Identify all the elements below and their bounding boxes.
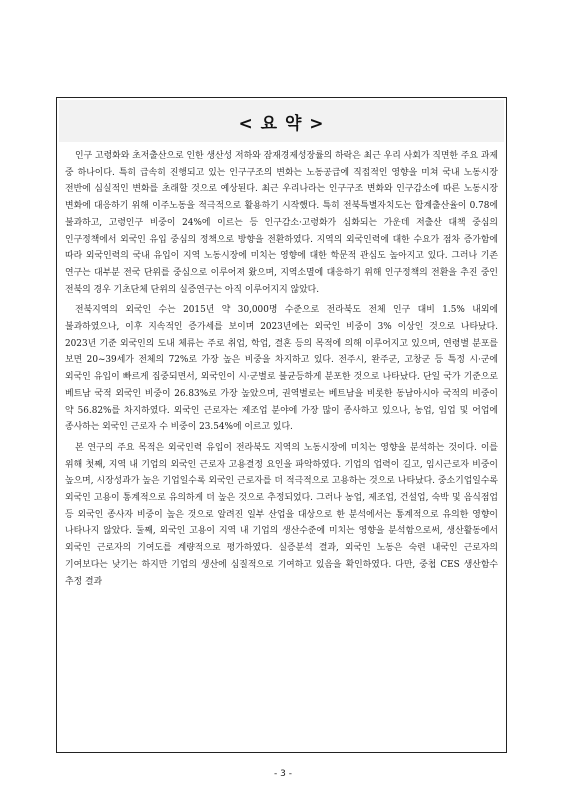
summary-paragraph-2: 전북지역의 외국인 수는 2015년 약 30,000명 수준으로 전라북도 전체 인구 대비 1.5% 내외에 불과하였으나, 이후 지속적인 증가세를 보이며 2023년에는 외국인 비중이 3% 이상인 것으로 나타났다. 2023년 기준 외국인의 도내 체류는 주로 취업, 학업, 결혼 등의 목적에 의해 이루어지고 있으며, 연령별 분포를 보면 20~39세가 전체의 72%로 가장 높은 비중을 차지하고 있다. 전주시, 완주군, 고창군 등 특정 시·군에 외국인 유입이 빠르게 집중되면서, 외국인이 시·군별로 불균등하게 분포한 것으로 나타났다. 단일 국가 기준으로 베트남 국적 외국인 비중이 26.83%로 가장 높았으며, 권역별로는 베트남을 비롯한 동남아시아 국적의 비중이 약 56.82%를 차지하였다. 외국인 근로자는 제조업 분야에 가장 많이 종사하고 있으나, 농업, 임업 및 어업에 종사하는 외국인 근로자 수 비중이 23.54%에 이르고 있다.	[65, 305, 498, 433]
summary-paragraph-3: 본 연구의 주요 목적은 외국인력 유입이 전라북도 지역의 노동시장에 미치는 영향을 분석하는 것이다. 이를 위해 첫째, 지역 내 기업의 외국인 근로자 고용결정 요인을 파악하였다. 기업의 업력이 길고, 임시근로자 비중이 높으며, 시장성과가 높은 기업일수록 외국인 근로자를 더 적극적으로 고용하는 것으로 나타났다. 중소기업일수록 외국인 고용이 통계적으로 유의하게 더 높은 것으로 추정되었다. 그러나 농업, 제조업, 건설업, 숙박 및 음식점업 등 외국인 종사자 비중이 높은 것으로 알려진 일부 산업을 대상으로 한 분석에서는 통계적으로 유의한 영향이 나타나지 않았다. 둘째, 외국인 고용이 지역 내 기업의 생산수준에 미치는 영향을 분석함으로써, 생산활동에서 외국인 근로자의 기여도를 계량적으로 평가하였다. 실증분석 결과, 외국인 노동은 숙련 내국인 근로자의 기여보다는 낮기는 하지만 기업의 생산에 심질적으로 기여하고 있음을 확인하였다. 다만, 중첩 CES 생산함수 추정 결과	[65, 442, 498, 587]
summary-title-box	[59, 100, 504, 142]
summary-paragraph-1: 인구 고령화와 초저출산으로 인한 생산성 저하와 잠재경제성장률의 하락은 최근 우리 사회가 직면한 주요 과제 중 하나이다. 특히 급속히 진행되고 있는 인구구조의 변화는 노동공급에 직접적인 영향을 미쳐 국내 노동시장 전반에 심실적인 변화를 초래할 것으로 예상된다. 최근 우리나라는 인구구조 변화와 인구감소에 따른 노동시장 변화에 대응하기 위해 이주노동을 적극적으로 활용하기 시작했다. 특히 전북특별자치도는 합계출산율이 0.78에 불과하고, 고령인구 비중이 24%에 이르는 등 인구감소·고령화가 심화되는 가운데 저출산 대책 중심의 인구정책에서 외국인 유입 중심의 정책으로 방향을 전환하였다. 지역의 외국인력에 대한 수요가 점차 증가함에 따라 외국인력의 국내 유입이 지역 노동시장에 미치는 영향에 대한 학문적 관심도 높아지고 있다. 그러나 기존 연구는 대부분 전국 단위를 중심으로 이루어져 왔으며, 지역소멸에 대응하기 위해 인구정책의 전환을 추진 중인 전북의 경우 기초단체 단위의 실증연구는 아직 이루어지지 않았다.	[65, 151, 498, 295]
summary-title: < 요 약 >	[238, 113, 325, 134]
page-number: - 3 -	[274, 769, 292, 779]
summary-box	[56, 97, 507, 753]
summary-body	[65, 148, 498, 748]
